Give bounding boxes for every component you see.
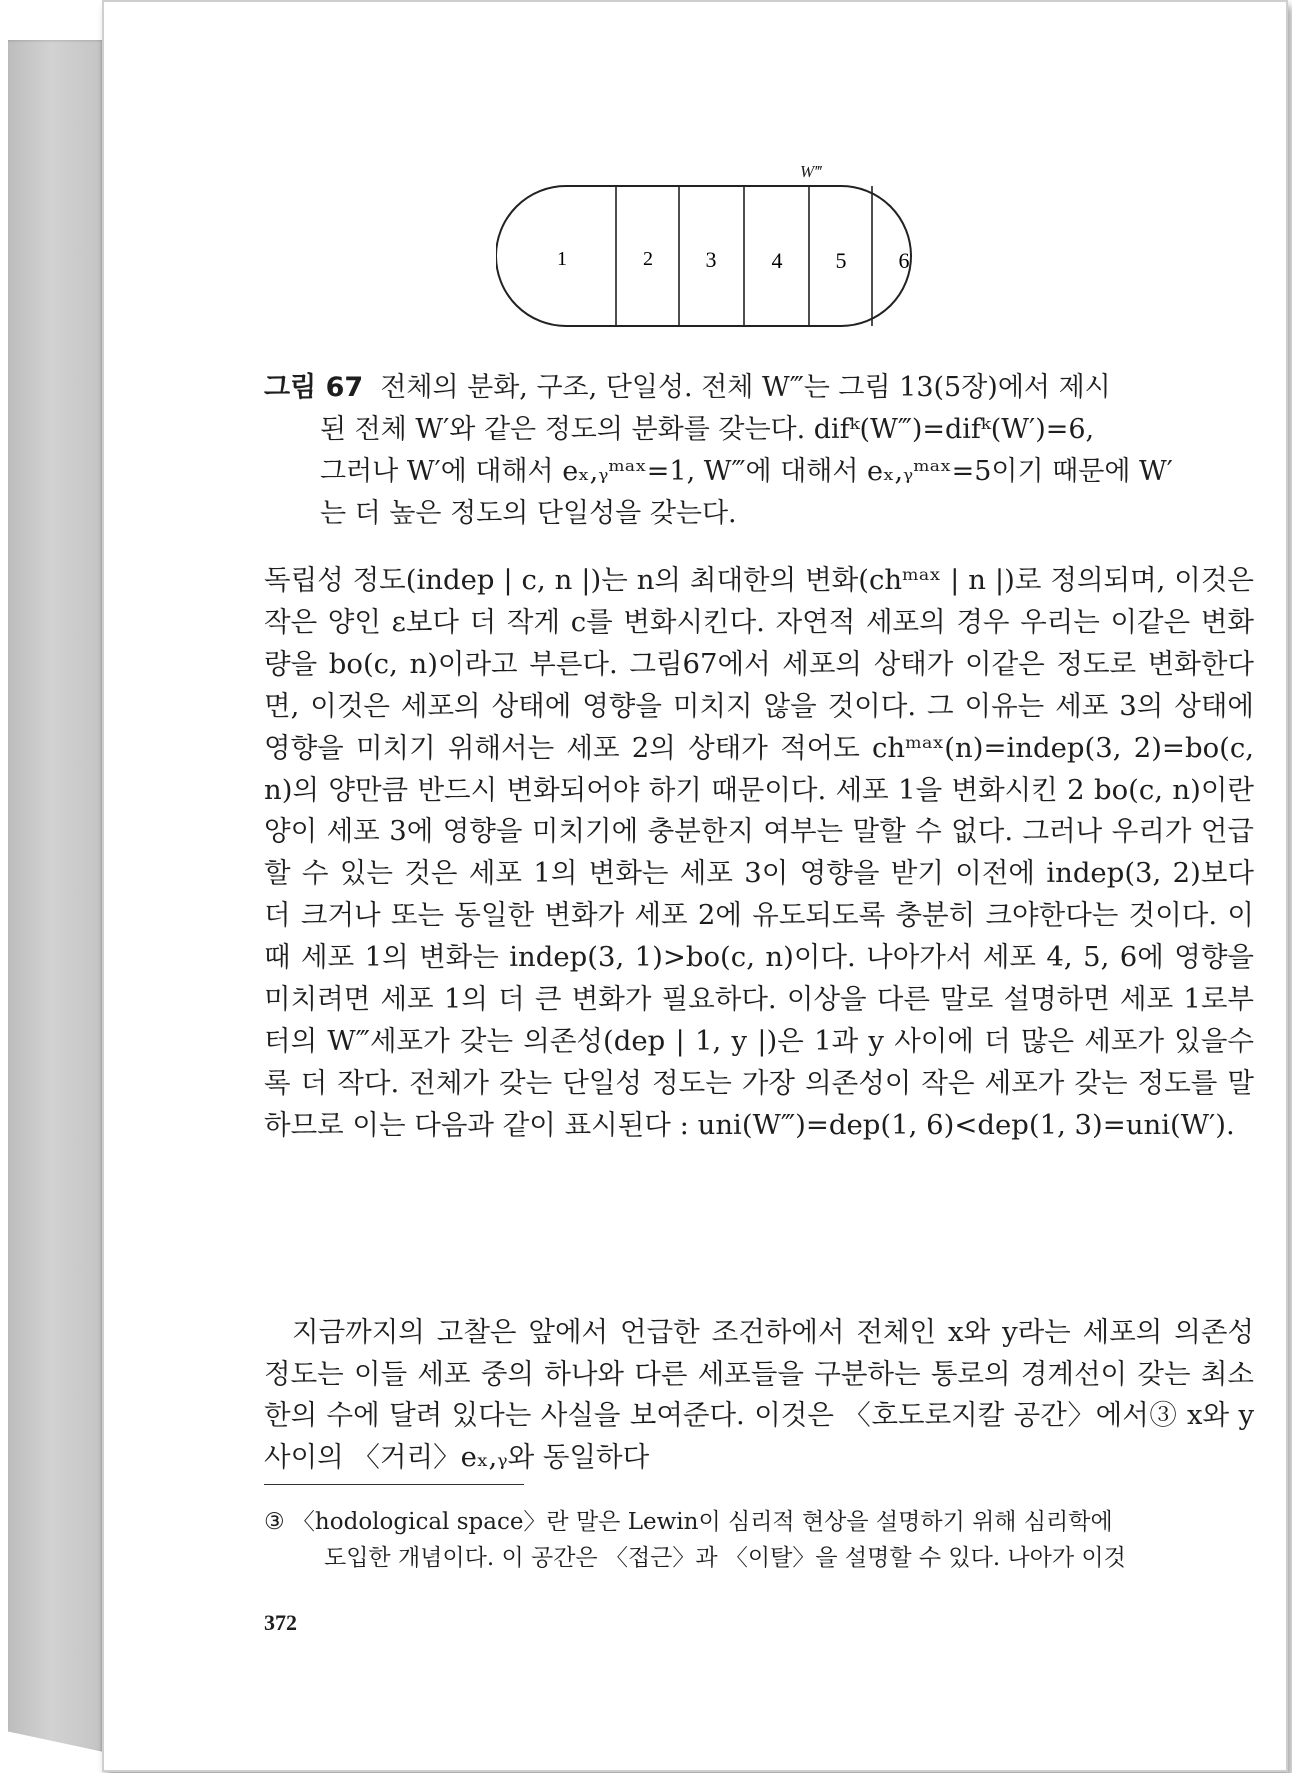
capsule-diagram: [496, 162, 916, 352]
caption-line: [264, 367, 1254, 409]
body-paragraph-1: [264, 560, 1254, 1147]
footnote-divider: [264, 1484, 524, 1485]
caption-line: 그러나 W′에 대해서 eₓ,ᵧᵐᵃˣ=1, W‴에 대해서 eₓ,ᵧᵐᵃˣ=5이기 때문에 W′: [320, 456, 1173, 487]
figure-number: 그림 67: [264, 372, 364, 403]
body-paragraph-2: [264, 1312, 1254, 1478]
figure-67: [496, 162, 916, 352]
cell-label: 1: [557, 248, 567, 270]
page-number: 372: [264, 1610, 297, 1635]
caption-line: 는 더 높은 정도의 단일성을 갖는다.: [320, 498, 737, 529]
cell-label: 4: [771, 248, 783, 273]
book-spine-edge: [8, 40, 104, 1752]
caption-line: 된 전체 W′와 같은 정도의 분화를 갖는다. difᵏ(W‴)=difᵏ(W′)=6,: [320, 414, 1095, 445]
cell-label: 5: [835, 248, 847, 273]
paragraph-text: 지금까지의 고찰은 앞에서 언급한 조건하에서 전체인 x와 y라는 세포의 의존성 정도는 이들 세포 중의 하나와 다른 세포들을 구분하는 통로의 경계선이 갖는 최소한의 수에 달려 있다는 사실을 보여준다. 이것은 〈호도로지칼 공간〉에서③ x와 y사이의 〈거리〉eₓ,ᵧ와 동일하다: [264, 1316, 1254, 1473]
footnote-line: 도입한 개념이다. 이 공간은 〈접근〉과 〈이탈〉을 설명할 수 있다. 나아가 이것: [324, 1545, 1126, 1571]
footnote: [264, 1504, 1254, 1576]
cell-label: 3: [705, 247, 717, 272]
book-page: [102, 0, 1288, 1772]
cell-label: 6: [898, 248, 910, 273]
figure-caption: [264, 367, 1254, 535]
caption-text: 전체의 분화, 구조, 단일성. 전체 W‴는 그림 13(5장)에서 제시: [380, 372, 1111, 403]
figure-label: W‴: [800, 162, 822, 181]
footnote-line: ③ 〈hodological space〉란 말은 Lewin이 심리적 현상을 설명하기 위해 심리학에: [264, 1509, 1113, 1535]
cell-label: 2: [643, 248, 653, 270]
paragraph-text: 독립성 정도(indep | c, n |)는 n의 최대한의 변화(chᵐᵃˣ | n |)로 정의되며, 이것은 작은 양인 ε보다 더 작게 c를 변화시킨다. 자연적 세포의 경우 우리는 이같은 변화량을 bo(c, n)이라고 부른다. 그림67에서 세포의 상태가 이같은 정도로 변화한다면, 이것은 세포의 상태에 영향을 미치지 않을 것이다. 그 이유는 세포 3의 상태에 영향을 미치기 위해서는 세포 2의 상태가 적어도 chᵐᵃˣ(n)=indep(3, 2)=bo(c, n)의 양만큼 반드시 변화되어야 하기 때문이다. 세포 1을 변화시킨 2 bo(c, n)이란 양이 세포 3에 영향을 미치기에 충분한지 여부는 말할 수 없다. 그러나 우리가 언급할 수 있는 것은 세포 1의 변화는 세포 3이 영향을 받기 이전에 indep(3, 2)보다 더 크거나 또는 동일한 변화가 세포 2에 유도되도록 충분히 크야한다는 것이다. 이때 세포 1의 변화는 indep(3, 1)>bo(c, n)이다. 나아가서 세포 4, 5, 6에 영향을 미치려면 세포 1의 더 큰 변화가 필요하다. 이상을 다른 말로 설명하면 세포 1로부터의 W‴세포가 갖는 의존성(dep | 1, y |)은 1과 y 사이에 더 많은 세포가 있을수록 더 작다. 전체가 갖는 단일성 정도는 가장 의존성이 작은 세포가 갖는 정도를 말하므로 이는 다음과 같이 표시된다 : uni(W‴)=dep(1, 6)<dep(1, 3)=uni(W′).: [264, 564, 1254, 1141]
